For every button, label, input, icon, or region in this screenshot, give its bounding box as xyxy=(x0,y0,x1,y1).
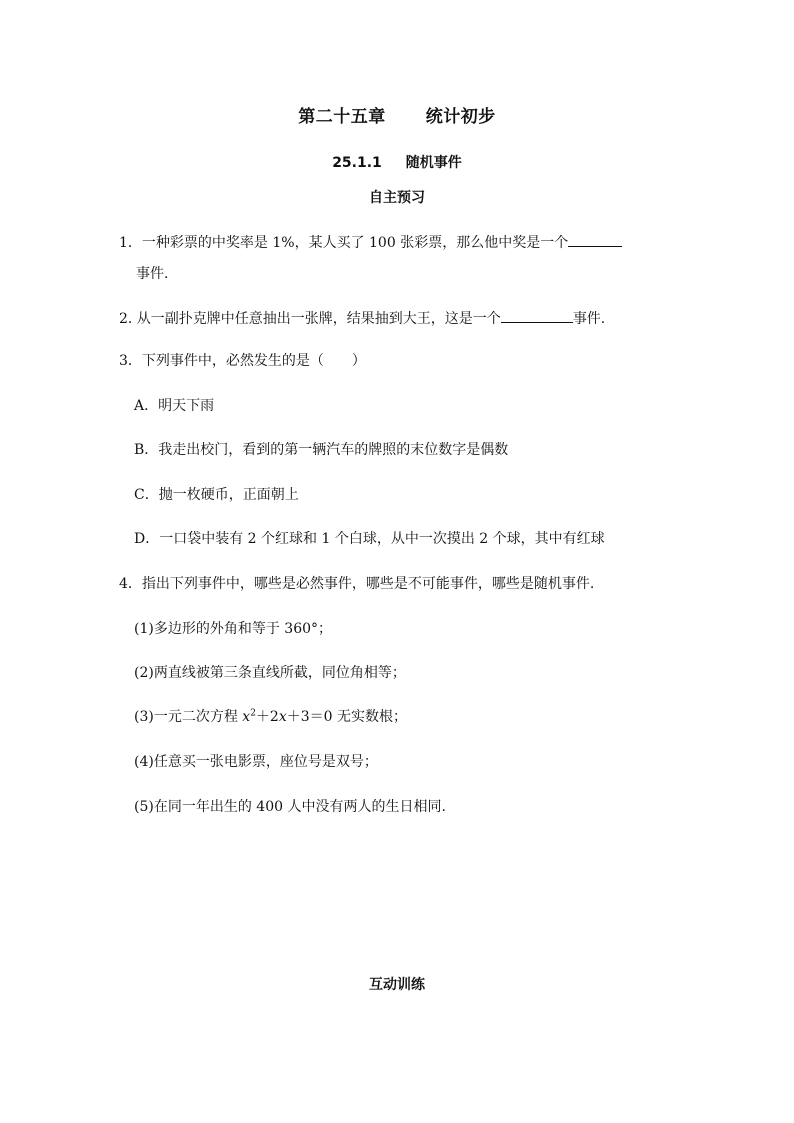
question-4-stem: 4．指出下列事件中，哪些是必然事件，哪些是不可能事件，哪些是随机事件. xyxy=(119,576,595,592)
question-4-item-5: (5)在同一年出生的 400 人中没有两人的生日相同. xyxy=(134,799,446,815)
chapter-heading xyxy=(0,107,794,127)
question-3-stem: 3．下列事件中，必然发生的是（ ） xyxy=(119,353,366,369)
section-number: 25.1.1 xyxy=(332,155,382,171)
interactive-training-heading: 互动训练 xyxy=(369,977,425,993)
section-heading xyxy=(0,153,794,173)
question-3-option-b: B．我走出校门，看到的第一辆汽车的牌照的末位数字是偶数 xyxy=(134,442,509,458)
answer-blank-2[interactable] xyxy=(501,308,573,323)
question-4-item-1: (1)多边形的外角和等于 360°； xyxy=(134,621,333,637)
question-4-item-4: (4)任意买一张电影票，座位号是双号； xyxy=(134,754,378,770)
section-title: 随机事件 xyxy=(405,155,462,171)
chapter-number: 第二十五章 xyxy=(298,107,386,127)
question-4-item-2: (2)两直线被第三条直线所截，同位角相等； xyxy=(134,665,406,681)
question-3-option-d: D．一口袋中装有 2 个红球和 1 个白球，从中一次摸出 2 个球，其中有红球 xyxy=(134,531,605,547)
subsection-heading: 自主预习 xyxy=(369,190,425,206)
question-4-item-3: (3)一元二次方程 $x^2+2x+3=0$ 无实数根； xyxy=(134,708,408,725)
question-1-line-1: 1．一种彩票的中奖率是 1%，某人买了 100 张彩票，那么他中奖是一个 xyxy=(119,232,622,253)
chapter-title: 统计初步 xyxy=(425,107,496,127)
question-3-option-a: A．明天下雨 xyxy=(134,398,215,414)
answer-blank-1[interactable] xyxy=(568,232,622,247)
question-1-line-2: 事件. xyxy=(136,266,169,282)
question-2: 2. 从一副扑克牌中任意抽出一张牌，结果抽到大王，这是一个 事件. xyxy=(119,308,605,329)
question-3-option-c: C．抛一枚硬币，正面朝上 xyxy=(134,487,299,503)
